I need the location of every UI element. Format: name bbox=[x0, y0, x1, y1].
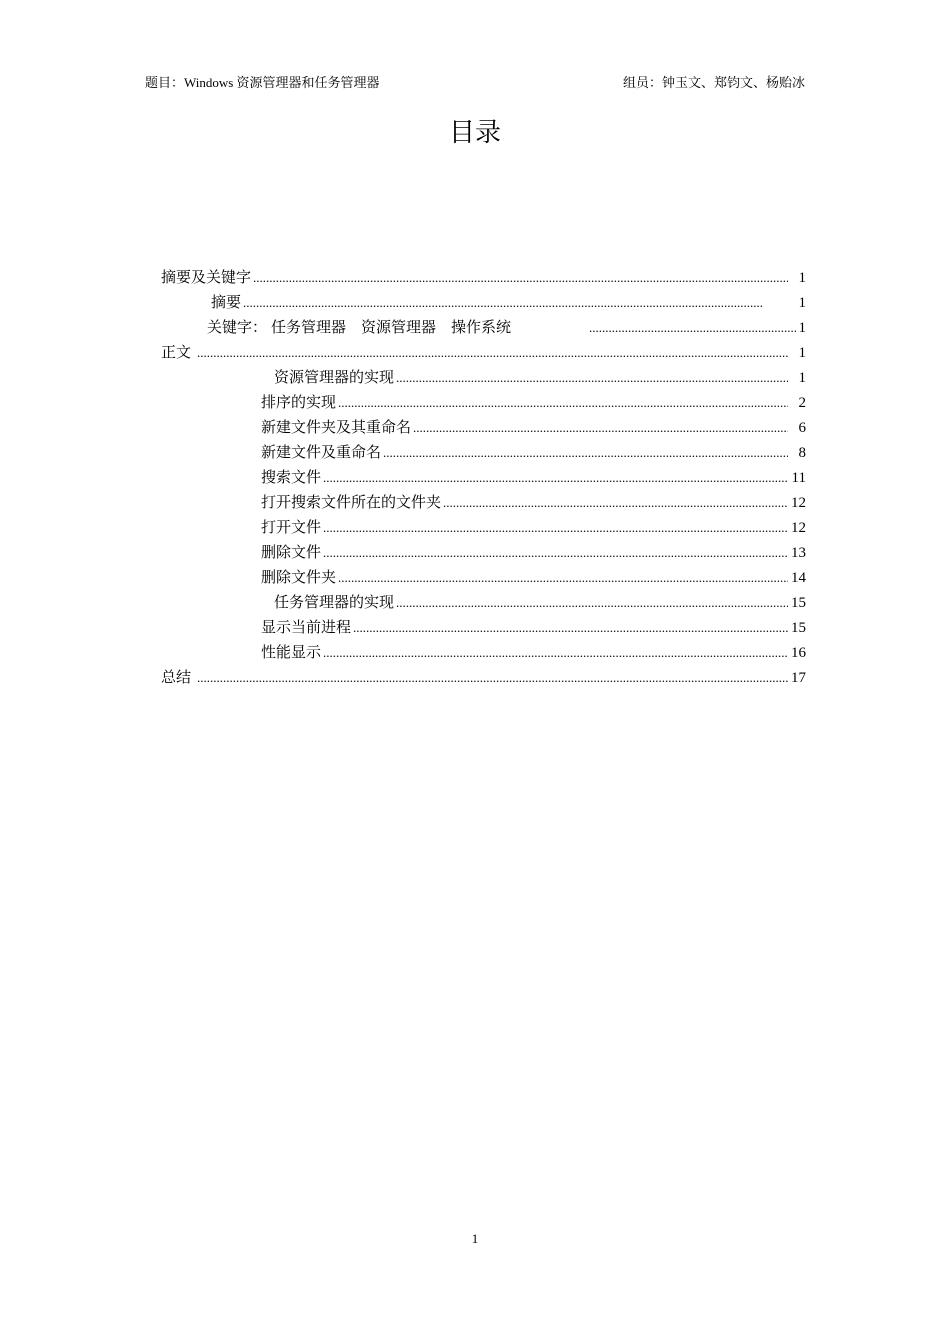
toc-entry-new-folder[interactable] bbox=[261, 416, 806, 438]
toc-entry-keywords-list: 任务管理器 资源管理器 操作系统 bbox=[271, 318, 512, 336]
toc-leader-dots bbox=[253, 270, 788, 286]
toc-entry-abstract-keywords[interactable] bbox=[161, 266, 806, 288]
toc-entry-page: 13 bbox=[791, 545, 806, 561]
toc-leader-dots bbox=[197, 345, 788, 361]
page-title: 目录 bbox=[448, 118, 501, 148]
toc-entry-page: 8 bbox=[798, 445, 806, 461]
toc-entry-label: 搜索文件 bbox=[261, 468, 322, 486]
toc-entry-page: 12 bbox=[791, 520, 806, 536]
toc-leader-dots bbox=[396, 370, 788, 386]
toc-entry-sorting[interactable] bbox=[261, 391, 806, 413]
toc-entry-label: 打开文件 bbox=[261, 518, 322, 536]
toc-leader-dots bbox=[323, 645, 788, 661]
toc-entry-delete-folder[interactable] bbox=[261, 566, 806, 588]
toc-entry-summary[interactable] bbox=[161, 666, 806, 688]
toc-entry-delete-file[interactable] bbox=[261, 541, 806, 563]
toc-entry-label: 删除文件 bbox=[261, 543, 322, 561]
toc-entry-body[interactable] bbox=[161, 341, 806, 363]
toc-entry-label: 显示当前进程 bbox=[261, 618, 352, 636]
toc-leader-dots bbox=[323, 520, 788, 536]
header-members: 组员：钟玉文、郑钧文、杨贻冰 bbox=[622, 75, 805, 90]
toc-entry-label: 总结 bbox=[161, 668, 192, 686]
toc-entry-page: 15 bbox=[791, 595, 806, 611]
toc-entry-page: 17 bbox=[791, 670, 806, 686]
toc-entry-page: 14 bbox=[791, 570, 806, 586]
toc-leader-dots bbox=[323, 470, 788, 486]
toc-entry-page: 6 bbox=[798, 420, 806, 436]
toc-entry-label: 性能显示 bbox=[261, 643, 322, 661]
toc-entry-new-file[interactable] bbox=[261, 441, 806, 463]
header-title: 题目：Windows 资源管理器和任务管理器 bbox=[145, 75, 380, 90]
toc-entry-keywords[interactable] bbox=[207, 316, 806, 338]
toc-leader-dots bbox=[197, 670, 788, 686]
toc-entry-label: 任务管理器的实现 bbox=[274, 593, 395, 611]
toc-leader-dots bbox=[243, 295, 764, 311]
toc-entry-page: 11 bbox=[791, 470, 806, 486]
toc-leader-dots bbox=[589, 320, 796, 336]
toc-leader-dots bbox=[443, 495, 788, 511]
toc-entry-current-processes[interactable] bbox=[261, 616, 806, 638]
toc-entry-open-search-folder[interactable] bbox=[261, 491, 806, 513]
toc-entry-label: 打开搜索文件所在的文件夹 bbox=[261, 493, 442, 511]
toc-entry-label: 正文 bbox=[161, 343, 192, 361]
toc-entry-label: 摘要及关键字 bbox=[161, 268, 252, 286]
toc-entry-performance[interactable] bbox=[261, 641, 806, 663]
toc-entry-page: 15 bbox=[791, 620, 806, 636]
toc-leader-dots bbox=[353, 620, 788, 636]
toc-entry-label: 新建文件及重命名 bbox=[261, 443, 382, 461]
toc-entry-page: 16 bbox=[791, 645, 806, 661]
toc-entry-page: 1 bbox=[798, 320, 806, 336]
toc-entry-page: 12 bbox=[791, 495, 806, 511]
page-number: 1 bbox=[471, 1231, 479, 1246]
toc-entry-task-manager[interactable] bbox=[274, 591, 806, 613]
toc-entry-search-file[interactable] bbox=[261, 466, 806, 488]
toc-entry-page: 1 bbox=[798, 345, 806, 361]
toc-entry-label: 删除文件夹 bbox=[261, 568, 337, 586]
toc-entry-explorer[interactable] bbox=[274, 366, 806, 388]
toc-entry-abstract[interactable] bbox=[211, 291, 806, 313]
toc-leader-dots bbox=[383, 445, 788, 461]
toc-leader-dots bbox=[413, 420, 788, 436]
toc-entry-label: 排序的实现 bbox=[261, 393, 337, 411]
toc-leader-dots bbox=[338, 395, 788, 411]
toc-entry-page: 2 bbox=[798, 395, 806, 411]
toc-leader-dots bbox=[338, 570, 788, 586]
toc-entry-label: 摘要 bbox=[211, 293, 242, 311]
toc-leader-dots bbox=[396, 595, 788, 611]
toc-entry-page: 1 bbox=[798, 270, 806, 286]
toc-entry-label: 新建文件夹及其重命名 bbox=[261, 418, 412, 436]
toc-entry-label: 资源管理器的实现 bbox=[274, 368, 395, 386]
toc-entry-open-file[interactable] bbox=[261, 516, 806, 538]
toc-leader-dots bbox=[323, 545, 788, 561]
toc-entry-page: 1 bbox=[798, 370, 806, 386]
toc-entry-label: 关键字： 任务管理器 资源管理器 操作系统 bbox=[207, 318, 512, 336]
toc-entry-page: 1 bbox=[798, 295, 806, 311]
